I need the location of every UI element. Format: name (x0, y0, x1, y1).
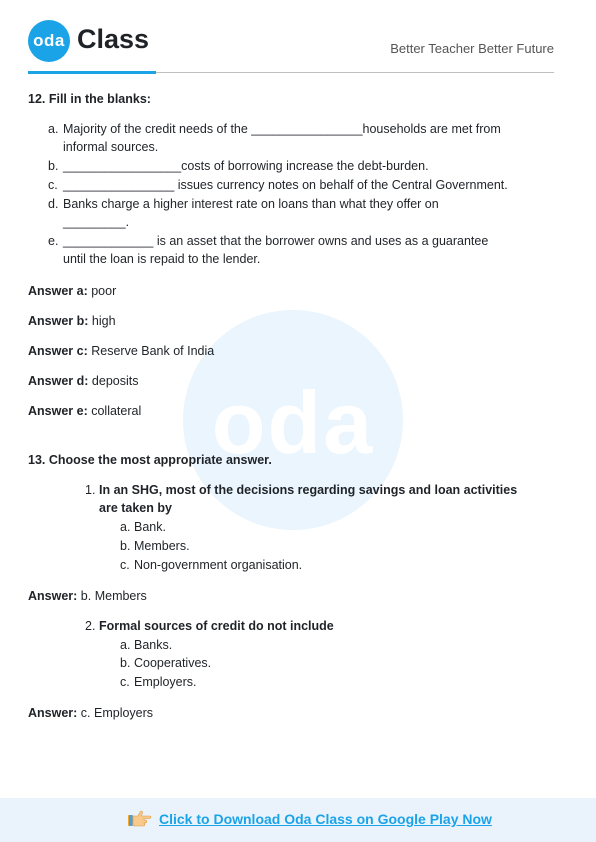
option-1b-marker: b. (120, 539, 131, 553)
answer-sub-2 (28, 704, 153, 722)
watermark-text: oda (211, 373, 375, 472)
blank-c-line-1: ________________ issues currency notes on behalf of the Central Government. (63, 178, 508, 192)
header-divider-accent (28, 71, 156, 74)
tagline: Better Teacher Better Future (390, 41, 554, 56)
answer-c (28, 342, 214, 360)
question-13-title: 13. Choose the most appropriate answer. (28, 453, 272, 467)
answer-b (28, 312, 116, 330)
option-1c-marker: c. (120, 558, 130, 572)
blank-d-line-1: Banks charge a higher interest rate on loans than what they offer on (63, 197, 439, 211)
question-12-title: 12. Fill in the blanks: (28, 92, 151, 106)
sub-question-2-line-1: Formal sources of credit do not include (99, 619, 334, 633)
blank-a-marker: a. (48, 122, 59, 136)
answer-d (28, 372, 138, 390)
sub-question-2-number: 2. (85, 619, 96, 633)
answer-b-label: Answer b: (28, 314, 89, 328)
option-2a-marker: a. (120, 638, 131, 652)
answer-sub-2-label: Answer: (28, 706, 78, 720)
answer-e-value: collateral (87, 404, 142, 418)
blank-e-marker: e. (48, 234, 59, 248)
option-1b-text: Members. (134, 539, 190, 553)
answer-sub-2-value: c. Employers (77, 706, 154, 720)
blank-c-marker: c. (48, 178, 58, 192)
page-header (0, 0, 596, 80)
answer-a-label: Answer a: (28, 284, 88, 298)
sub-question-1-line-1: In an SHG, most of the decisions regarding savings and loan activities (99, 483, 518, 497)
sub-question-1-line-2: are taken by (99, 501, 172, 515)
option-1a-marker: a. (120, 520, 131, 534)
answer-b-value: high (88, 314, 116, 328)
option-2a-text: Banks. (134, 638, 173, 652)
answer-c-label: Answer c: (28, 344, 88, 358)
oda-logo-icon (28, 20, 70, 62)
blank-d-marker: d. (48, 197, 59, 211)
answer-c-value: Reserve Bank of India (87, 344, 215, 358)
option-2b-text: Cooperatives. (134, 656, 212, 670)
blank-e-line-1: _____________ is an asset that the borrower owns and uses as a guarantee (63, 234, 489, 248)
answer-e-label: Answer e: (28, 404, 88, 418)
blank-a-line-2: informal sources. (63, 140, 159, 154)
answer-sub-1 (28, 587, 147, 605)
logo-wordmark: Class (77, 24, 150, 54)
answer-sub-1-label: Answer: (28, 589, 78, 603)
answer-e (28, 402, 141, 420)
blank-a-line-1: Majority of the credit needs of the ________________households are met from (63, 122, 501, 136)
answer-sub-1-value: b. Members (77, 589, 147, 603)
blank-b-line-1: _________________costs of borrowing increase the debt-burden. (63, 159, 429, 173)
option-1c-text: Non-government organisation. (134, 558, 303, 572)
answer-d-label: Answer d: (28, 374, 89, 388)
option-2c-marker: c. (120, 675, 130, 689)
answer-a-value: poor (87, 284, 117, 298)
answer-a (28, 282, 116, 300)
download-app-link[interactable]: Click to Download Oda Class on Google Play Now (159, 811, 492, 827)
blank-e-line-2: until the loan is repaid to the lender. (63, 252, 261, 266)
option-1a-text: Bank. (134, 520, 166, 534)
blank-d-line-2: _________. (63, 215, 130, 229)
blank-b-marker: b. (48, 159, 59, 173)
sub-question-1-number: 1. (85, 483, 96, 497)
logo-mark: oda (33, 31, 65, 50)
option-2b-marker: b. (120, 656, 131, 670)
pointing-hand-icon (128, 809, 152, 829)
answer-d-value: deposits (88, 374, 139, 388)
option-2c-text: Employers. (134, 675, 197, 689)
download-banner[interactable] (0, 798, 596, 842)
